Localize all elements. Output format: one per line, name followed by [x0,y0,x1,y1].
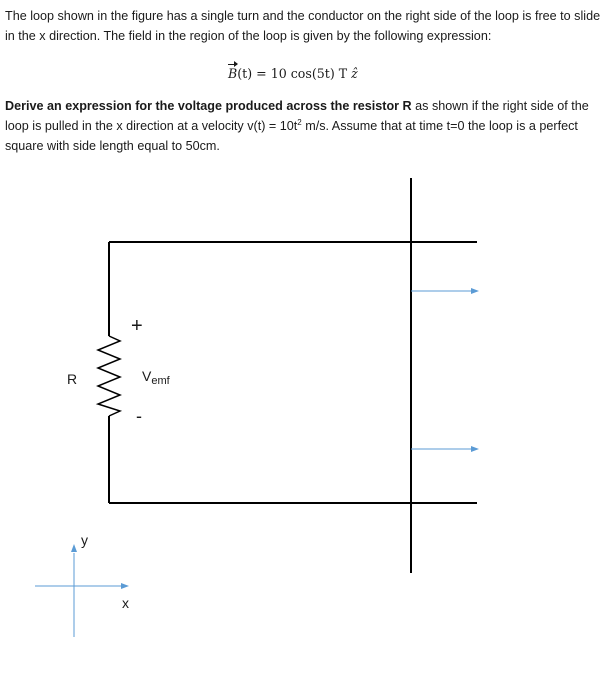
plus-sign: + [131,315,143,337]
task-mid-text: as shown if the right side of the loop is pulled in the x direction at a velocity v(t) = 10t [5,99,589,133]
resistor-label: R [67,371,78,387]
equation-arg: (t) [237,66,253,81]
b-vector-symbol: B [228,66,238,81]
axis-x-label: x [122,595,129,611]
task-bold-text: Derive an expression for the voltage produced across the resistor R [5,99,412,113]
x-axis-arrowhead [121,583,129,589]
vemf-label: $V_{emf}$ [142,368,170,387]
task-exponent: 2 [297,117,302,127]
y-axis-arrowhead [71,544,77,552]
resistor-zigzag [98,336,120,416]
unit-vector-z: ẑ [351,66,358,81]
minus-sign: - [136,406,142,426]
equation-rhs: = 10 cos(5t) T [252,66,352,81]
task-end-text: m/s. Assume that at time t=0 the loop is a perfect square with side length equal to 50cm. [5,119,578,153]
axis-y-label: y [81,532,88,548]
intro-text: The loop shown in the figure has a single turn and the conductor on the right side of the loop is free to slide in the x direction. The field in the region of the loop is given by the following expression: [5,9,601,43]
